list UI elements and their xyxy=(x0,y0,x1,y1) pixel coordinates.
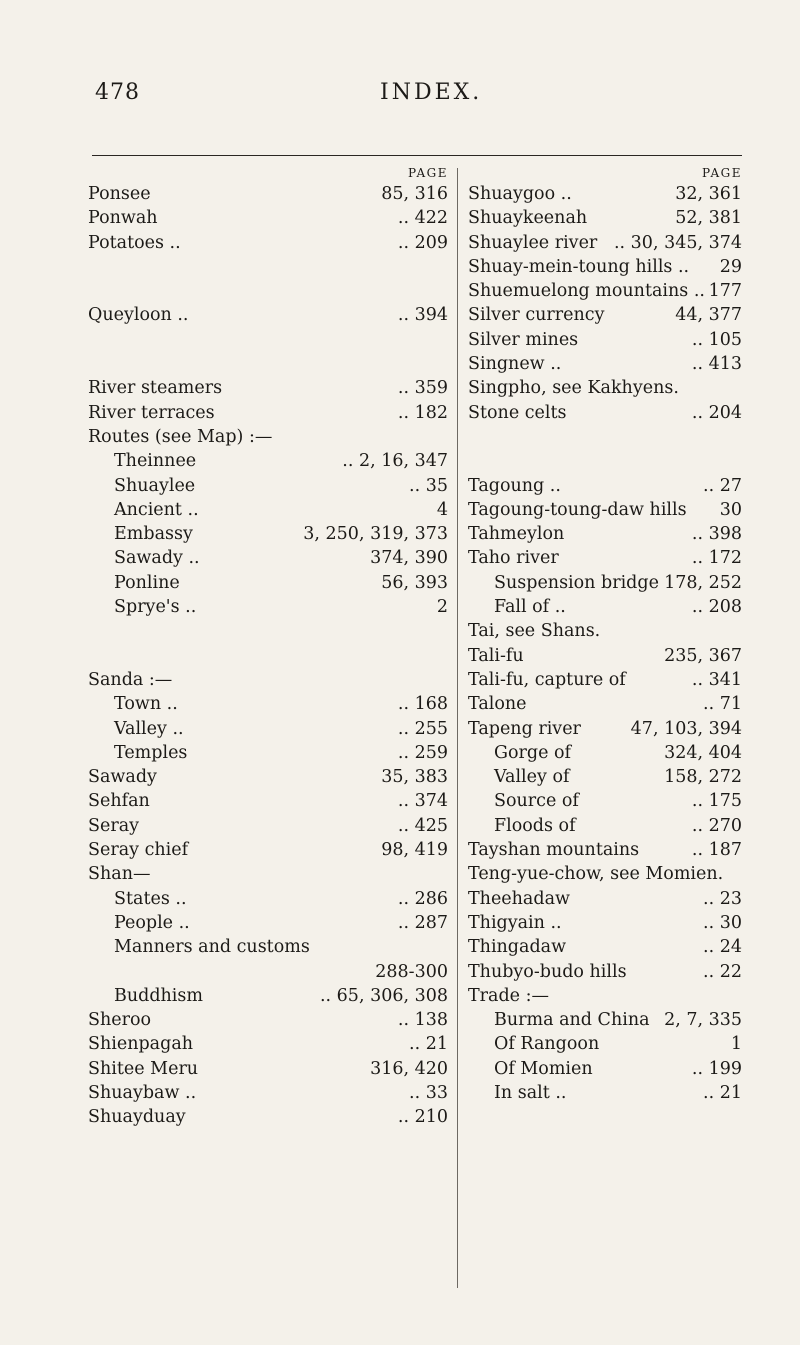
index-entry: Talone .. 71 xyxy=(468,694,742,715)
index-entry: Queyloon .. .. 394 xyxy=(88,305,448,326)
index-entry: Shuaykeenah 52, 381 xyxy=(468,208,742,229)
index-entry: Tahmeylon .. 398 xyxy=(468,524,742,545)
index-entry: Thubyo-budo hills .. 22 xyxy=(468,961,742,982)
index-entry: Tagoung-toung-daw hills 30 xyxy=(468,499,742,520)
index-subentry: Fall of .. .. 208 xyxy=(494,597,742,618)
index-entry: Tali-fu, capture of .. 341 xyxy=(468,669,742,690)
left-column xyxy=(88,158,448,1130)
index-entry: Shitee Meru 316, 420 xyxy=(88,1058,448,1079)
index-entry: Shuemuelong mountains .. 177 xyxy=(468,281,742,302)
index-entry: Singnew .. .. 413 xyxy=(468,354,742,375)
index-subentry: Floods of .. 270 xyxy=(494,815,742,836)
index-entry: Tai, see Shans. xyxy=(468,621,601,642)
index-entry: Sawady 35, 383 xyxy=(88,767,448,788)
index-subentry: Town .. .. 168 xyxy=(114,694,448,715)
index-subentry: Sprye's .. 2 xyxy=(114,597,448,618)
index-subentry: Theinnee .. 2, 16, 347 xyxy=(114,451,448,472)
index-entry: Stone celts .. 204 xyxy=(468,402,742,423)
index-entry: Potatoes .. .. 209 xyxy=(88,232,448,253)
index-entry: Shuaybaw .. .. 33 xyxy=(88,1082,448,1103)
index-continuation: 288-300 xyxy=(375,961,448,982)
index-entry: Silver mines .. 105 xyxy=(468,329,742,350)
index-entry: Tapeng river 47, 103, 394 xyxy=(468,718,742,739)
index-subentry: Embassy 3, 250, 319, 373 xyxy=(114,524,448,545)
index-entry: Taho river .. 172 xyxy=(468,548,742,569)
index-subentry: In salt .. .. 21 xyxy=(494,1082,742,1103)
index-entry: Ponwah .. 422 xyxy=(88,208,448,229)
index-entry: River steamers .. 359 xyxy=(88,378,448,399)
index-entry: Ponsee 85, 316 xyxy=(88,184,448,204)
index-subentry: Suspension bridge 178, 252 xyxy=(494,572,742,593)
page-header xyxy=(0,80,800,120)
index-entry: Seray chief 98, 419 xyxy=(88,840,448,861)
index-entry: Shienpagah .. 21 xyxy=(88,1034,448,1055)
index-subentry: Burma and China 2, 7, 335 xyxy=(494,1010,742,1031)
index-entry: Silver currency 44, 377 xyxy=(468,305,742,326)
index-entry: Singpho, see Kakhyens. xyxy=(468,378,679,399)
index-subentry: Manners and customs xyxy=(114,937,310,958)
index-subentry: Gorge of 324, 404 xyxy=(494,742,742,763)
page-label: PAGE xyxy=(408,166,448,180)
index-entry: Routes (see Map) :— xyxy=(88,426,273,447)
index-subentry: Sawady .. 374, 390 xyxy=(114,548,448,569)
index-entry: Thingadaw .. 24 xyxy=(468,937,742,958)
index-entry: Sanda :— xyxy=(88,669,173,690)
index-entry: Sheroo .. 138 xyxy=(88,1010,448,1031)
index-subentry: Ancient .. 4 xyxy=(114,499,448,520)
index-entry: Shuay-mein-toung hills .. 29 xyxy=(468,256,742,277)
index-entry: Shuaylee river .. 30, 345, 374 xyxy=(468,232,742,253)
index-subentry: Temples .. 259 xyxy=(114,742,448,763)
index-subentry: Of Momien .. 199 xyxy=(494,1058,742,1079)
index-entry: Theehadaw .. 23 xyxy=(468,888,742,909)
index-entry: Sehfan .. 374 xyxy=(88,791,448,812)
index-subentry: Buddhism .. 65, 306, 308 xyxy=(114,985,448,1006)
index-subentry: Ponline 56, 393 xyxy=(114,572,448,593)
index-subentry: Of Rangoon 1 xyxy=(494,1034,742,1055)
index-entry: Tali-fu 235, 367 xyxy=(468,645,742,666)
index-subentry: Shuaylee .. 35 xyxy=(114,475,448,496)
index-entry: Shuaygoo .. 32, 361 xyxy=(468,184,742,204)
page-number: 478 xyxy=(95,80,140,105)
column-divider xyxy=(457,168,458,1288)
index-subentry: People .. .. 287 xyxy=(114,912,448,933)
index-subentry: Valley .. .. 255 xyxy=(114,718,448,739)
index-entry: Tayshan mountains .. 187 xyxy=(468,840,742,861)
index-entry: Thigyain .. .. 30 xyxy=(468,912,742,933)
header-rule xyxy=(92,155,742,156)
right-column xyxy=(468,158,742,1105)
index-entry: River terraces .. 182 xyxy=(88,402,448,423)
running-title: INDEX. xyxy=(380,80,483,105)
index-entry: Tagoung .. .. 27 xyxy=(468,475,742,496)
index-entry: Trade :— xyxy=(468,985,549,1006)
index-subentry: Valley of 158, 272 xyxy=(494,767,742,788)
index-entry: Shan— xyxy=(88,864,151,885)
index-subentry: States .. .. 286 xyxy=(114,888,448,909)
page-label: PAGE xyxy=(702,166,742,180)
index-entry: Seray .. 425 xyxy=(88,815,448,836)
index-subentry: Source of .. 175 xyxy=(494,791,742,812)
index-entry: Shuayduay .. 210 xyxy=(88,1107,448,1128)
index-entry: Teng-yue-chow, see Momien. xyxy=(468,864,724,885)
